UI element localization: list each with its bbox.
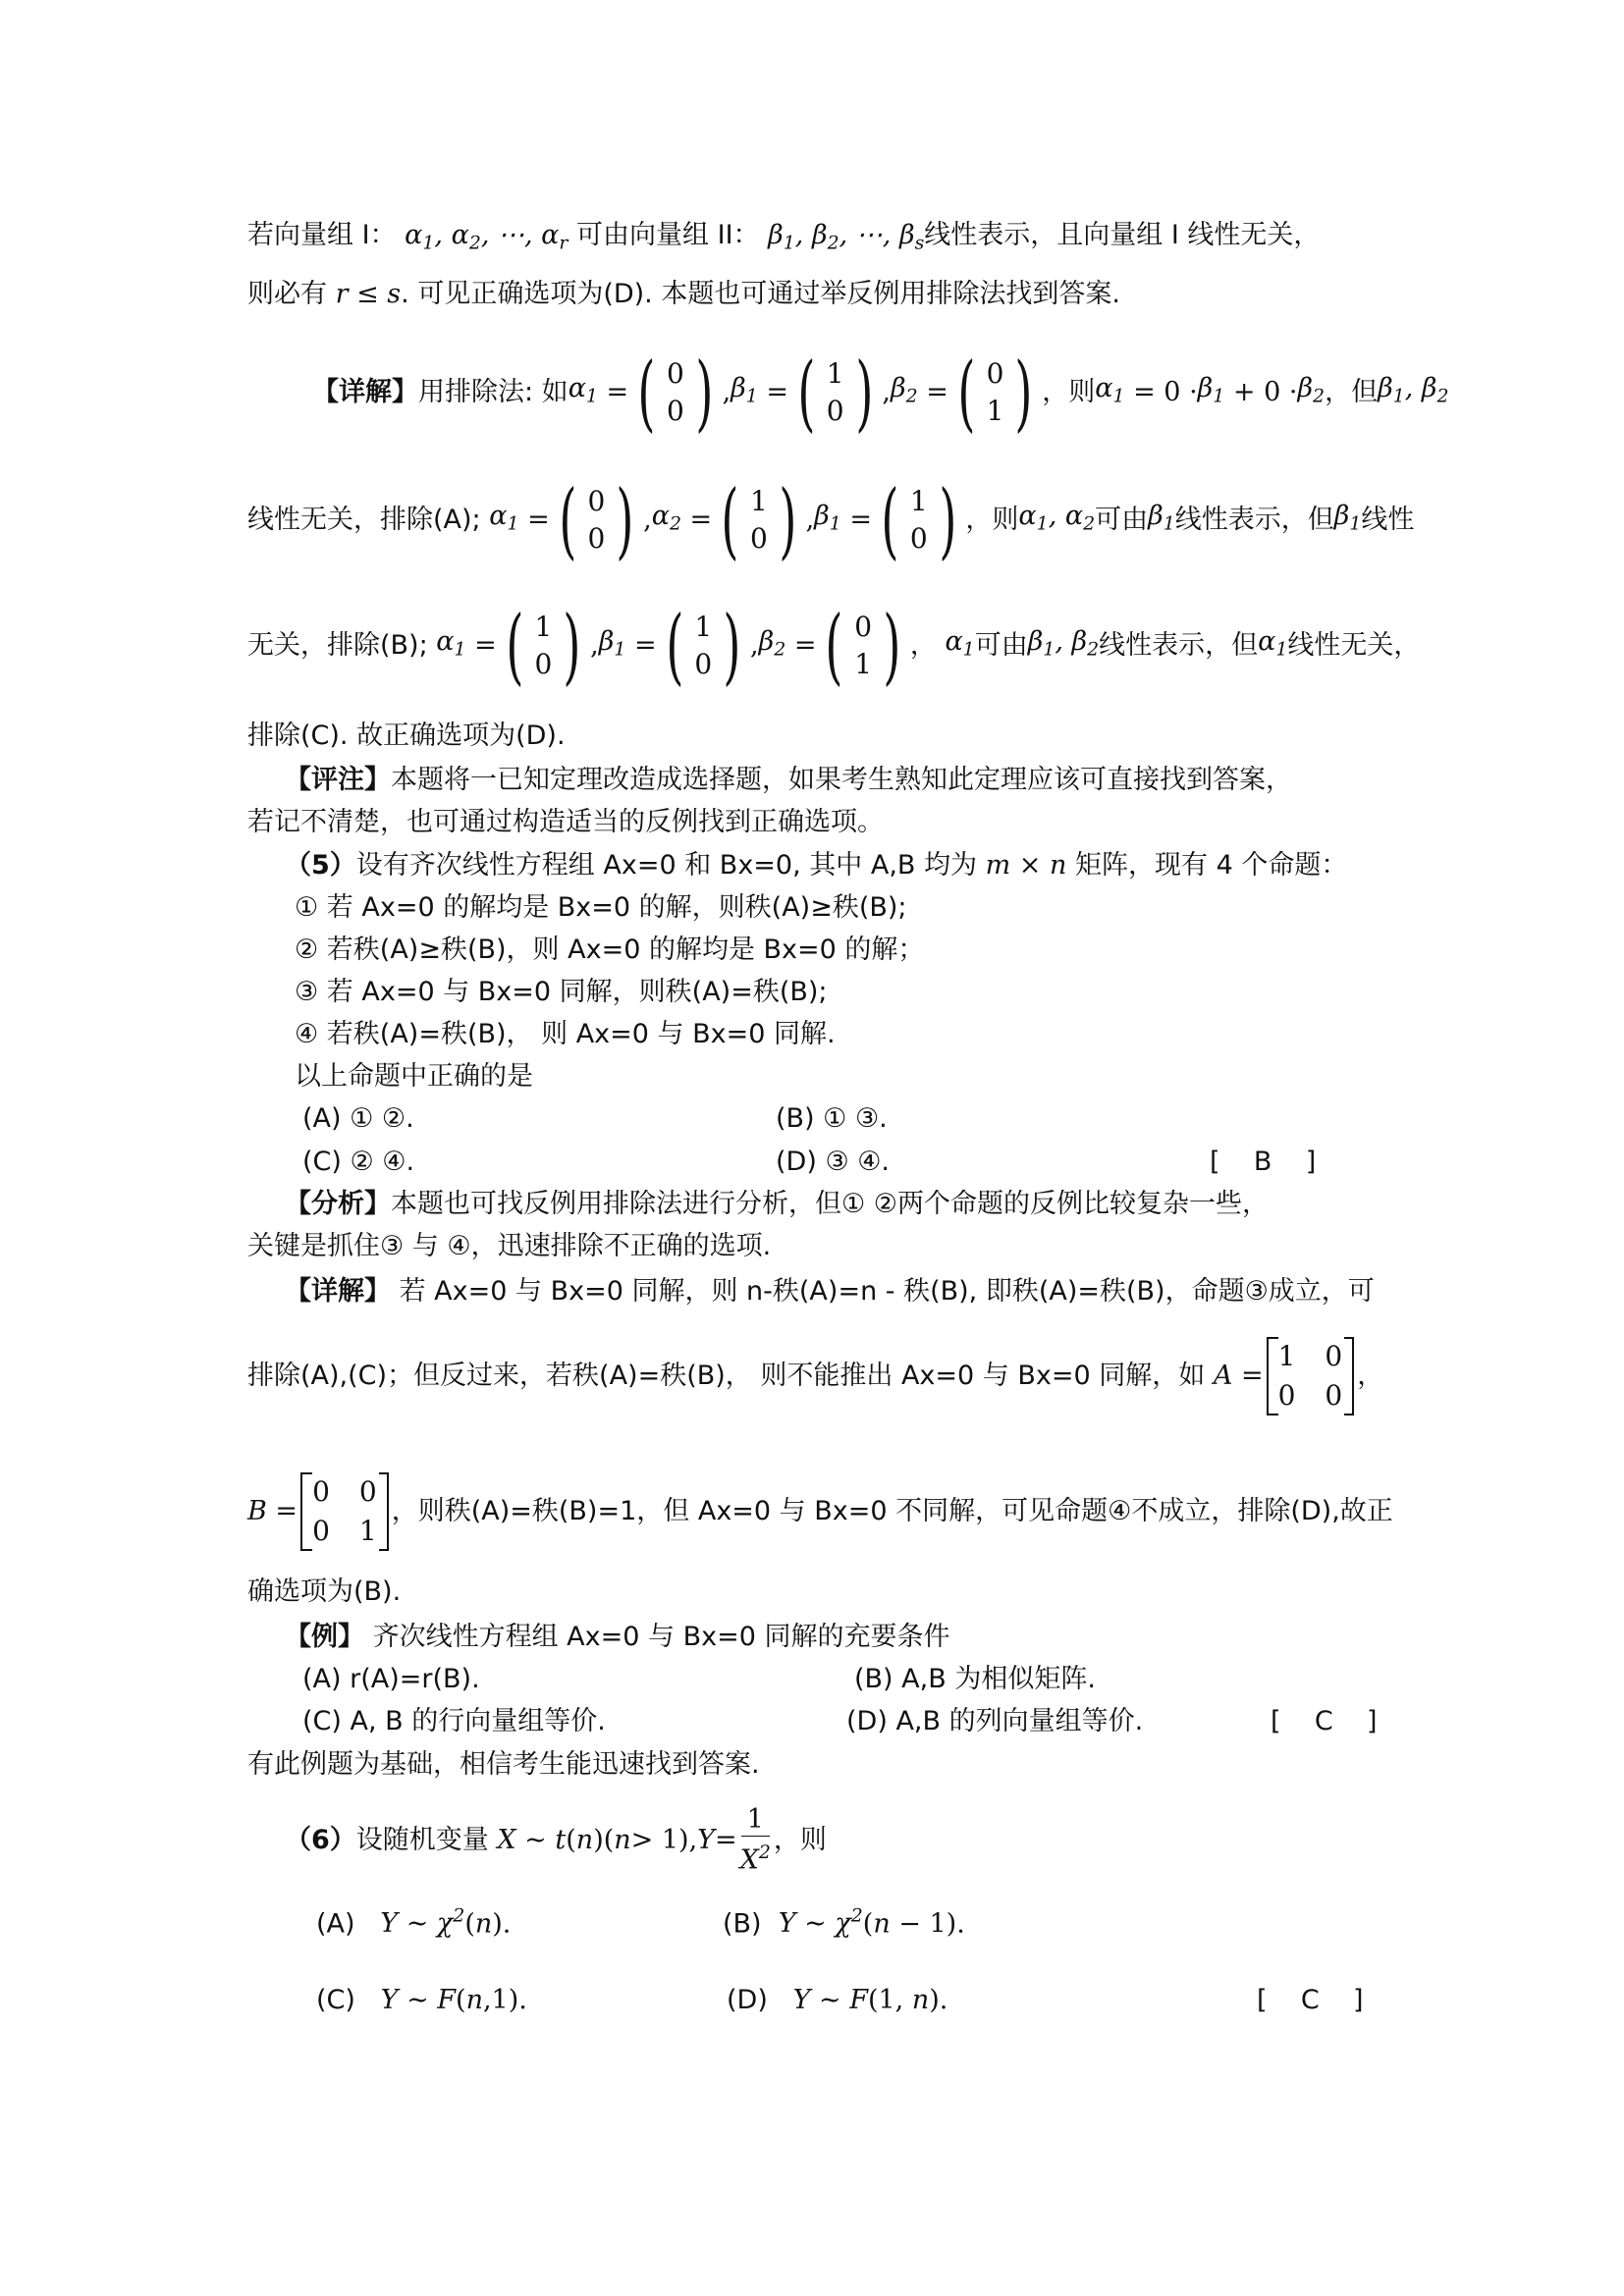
column-vector: ( 0 0 ) <box>637 345 714 441</box>
example-option-d: (D) A,B 的列向量组等价. <box>846 1706 1144 1736</box>
column-vector: ( 1 0 ) <box>665 598 741 694</box>
option-b: (B) ① ③. <box>776 1103 888 1134</box>
q6-option-c: (C) Y ∼ F(n,1). <box>316 1985 527 2015</box>
detail-2-line-4: 确选项为(B). <box>247 1576 402 1607</box>
analysis-line-2: 关键是抓住③ 与 ④，迅速排除不正确的选项. <box>247 1231 772 1261</box>
column-vector: ( 0 0 ) <box>559 472 634 568</box>
detail-2-line-3: B = 0 0 0 1 ，则秩(A)=秩(B)=1，但 Ax=0 与 Bx=0 不同解，可见命题④不成立，排除(D),故正 <box>247 1463 1393 1561</box>
example-option-c: (C) A, B 的行向量组等价. <box>302 1706 606 1736</box>
column-vector: ( 0 1 ) <box>825 598 901 694</box>
proposition-1: ① 若 Ax=0 的解均是 Bx=0 的解，则秩(A)≥秩(B); <box>295 892 907 923</box>
q6-option-d: (D) Y ∼ F(1, n). <box>727 1985 948 2015</box>
analysis-line-1: 【分析】本题也可找反例用排除法进行分析，但① ②两个命题的反例比较复杂一些， <box>285 1189 1269 1219</box>
fraction-1-over-x-squared: $\frac{1}{X^2}$ <box>739 1804 771 1876</box>
q6-option-a: (A) Y ∼ $\chi^2(n)$. <box>316 1905 512 1940</box>
detail-1-line-1: 【详解】 用排除法: 如 $\alpha_1$ = ( 0 0 ) , $\beta_1$ = ( 1 0 ) , $\beta_2$ = ( 0 1 ) ，则 $\alpha_1$ = 0 · $\beta_1$ + 0 · $\beta_2$ ，但 $\beta_1$, $\beta_2$ <box>312 345 1449 441</box>
question-5-stem: （5）设有齐次线性方程组 Ax=0 和 Bx=0, 其中 A,B 均为 m × n 矩阵，现有 4 个命题： <box>285 850 1348 881</box>
question-6-stem: （6） 设随机变量 X ∼ t ( n )( n > 1), Y = $\frac{1}{X^2}$ ，则 <box>285 1804 827 1876</box>
detail-2-line-1: 【详解】 若 Ax=0 与 Bx=0 同解，则 n-秩(A)=n - 秩(B), 即秩(A)=秩(B)，命题③成立，可 <box>285 1276 1375 1307</box>
detail-1-line-3: 无关，排除(B); $\alpha_1$ = ( 1 0 ) , $\beta_1$ = ( 1 0 ) , $\beta_2$ = ( 0 1 ) ， $\alpha_1$ 可由 $\beta_1$, $\beta_2$ 线性表示，但 $\alpha_1$ 线性无关， <box>247 598 1421 694</box>
example-stem: 【例】 齐次线性方程组 Ax=0 与 Bx=0 同解的充要条件 <box>285 1622 950 1652</box>
comment-line-2: 若记不清楚，也可通过构造适当的反例找到正确选项。 <box>247 807 884 837</box>
answer-bracket: [ B ] <box>1210 1147 1317 1177</box>
para-1-line-1: 若向量组 I： $\alpha_1$, $\alpha_2$, ⋯, $\alpha_r$ 可由向量组 II： $\beta_1$, $\beta_2$, ⋯, $\beta_s$线性表示，且向量组 I 线性无关， <box>247 220 1321 254</box>
option-c: (C) ② ④. <box>302 1147 415 1177</box>
example-option-b: (B) A,B 为相似矩阵. <box>854 1664 1096 1694</box>
question-5-prompt: 以上命题中正确的是 <box>295 1061 533 1092</box>
detail-2-line-2: 排除(A),(C)；但反过来，若秩(A)=秩(B)， 则不能推出 Ax=0 与 Bx=0 同解，如 A = 1 0 0 0 ， <box>247 1327 1383 1425</box>
option-d: (D) ③ ④. <box>776 1147 891 1177</box>
proposition-4: ④ 若秩(A)=秩(B)， 则 Ax=0 与 Bx=0 同解. <box>295 1019 836 1049</box>
column-vector: ( 1 0 ) <box>506 598 581 694</box>
column-vector: ( 1 0 ) <box>881 472 957 568</box>
option-a: (A) ① ②. <box>302 1103 414 1134</box>
q6-answer-bracket: [ C ] <box>1257 1985 1364 2015</box>
example-option-a: (A) r(A)=r(B). <box>302 1664 480 1694</box>
q6-option-b: (B) Y ∼ $\chi^2(n - 1)$. <box>723 1905 965 1940</box>
matrix-a: 1 0 0 0 <box>1267 1337 1355 1415</box>
column-vector: ( 1 0 ) <box>721 472 797 568</box>
proposition-3: ③ 若 Ax=0 与 Bx=0 同解，则秩(A)=秩(B); <box>295 977 828 1007</box>
comment-line-1: 【评注】本题将一已知定理改造成选择题，如果考生熟知此定理应该可直接找到答案， <box>285 765 1292 795</box>
detail-1-line-4: 排除(C). 故正确选项为(D). <box>247 721 566 751</box>
column-vector: ( 0 1 ) <box>957 345 1033 441</box>
detail-1-line-2: 线性无关，排除(A); $\alpha_1$ = ( 0 0 ) , $\alpha_2$ = ( 1 0 ) , $\beta_1$ = ( 1 0 ) ，则 $\alpha_1$, $\alpha_2$ 可由 $\beta_1$ 线性表示，但 $\beta_1$ 线性 <box>247 472 1415 568</box>
para-1-line-2: 则必有 r ≤ s. 可见正确选项为(D). 本题也可通过举反例用排除法找到答案. <box>247 279 1120 309</box>
matrix-b: 0 0 0 1 <box>300 1472 389 1551</box>
proposition-2: ② 若秩(A)≥秩(B)，则 Ax=0 的解均是 Bx=0 的解； <box>295 934 925 965</box>
example-closing: 有此例题为基础，相信考生能迅速找到答案. <box>247 1749 760 1780</box>
example-answer-bracket: [ C ] <box>1271 1706 1378 1736</box>
column-vector: ( 1 0 ) <box>797 345 874 441</box>
